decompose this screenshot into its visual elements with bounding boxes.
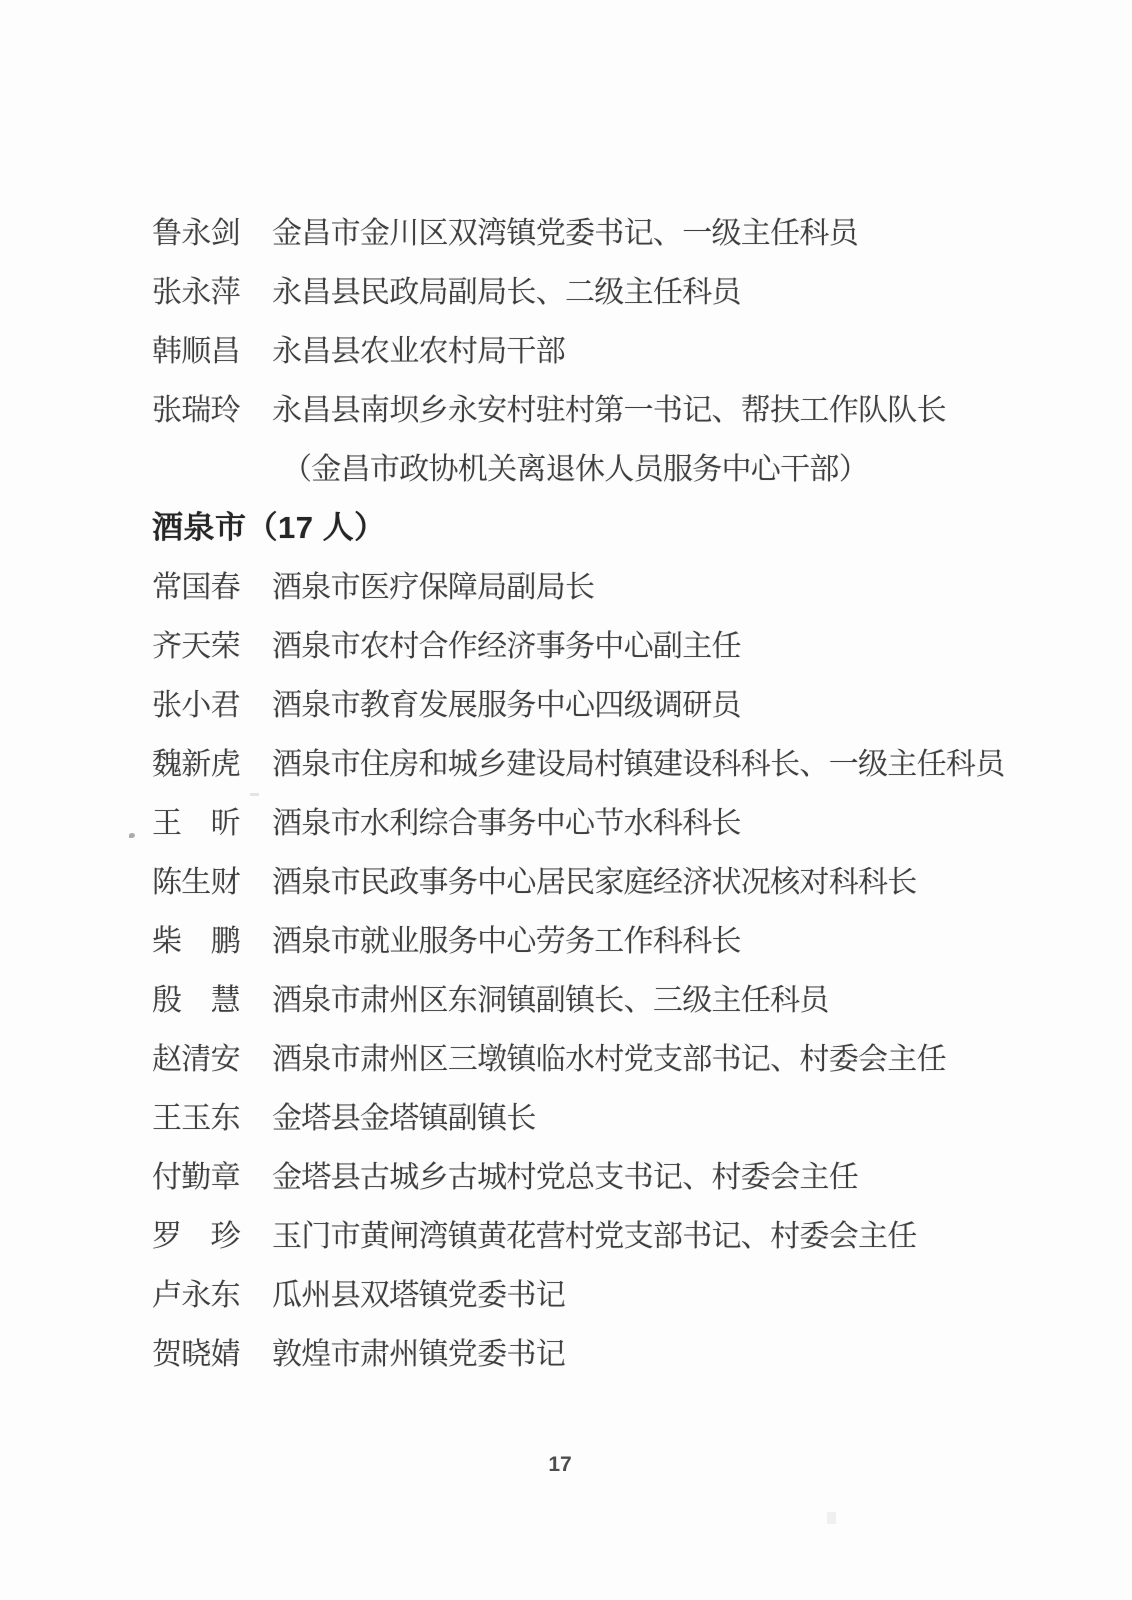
person-title: 酒泉市民政事务中心居民家庭经济状况核对科科长 (272, 865, 917, 899)
person-title: 永昌县南坝乡永安村驻村第一书记、帮扶工作队队长 (272, 393, 946, 427)
roster-entry (152, 1262, 1112, 1321)
person-title: 金塔县金塔镇副镇长 (272, 1101, 536, 1135)
person-name: 张瑞玲 (152, 393, 240, 427)
section-header-row (152, 495, 1112, 554)
roster-entry (152, 1321, 1112, 1380)
scan-artifact-dot (129, 833, 135, 838)
roster-entry (152, 1203, 1112, 1262)
person-name: 王玉东 (152, 1101, 240, 1135)
roster-entry (152, 672, 1112, 731)
person-title: 酒泉市医疗保障局副局长 (272, 570, 595, 604)
person-title: 酒泉市就业服务中心劳务工作科科长 (272, 924, 741, 958)
section-header: 酒泉市（17 人） (152, 510, 386, 545)
person-name: 韩顺昌 (152, 334, 240, 368)
person-name: 殷 慧 (152, 983, 240, 1017)
person-title: 瓜州县双塔镇党委书记 (272, 1278, 565, 1312)
person-title: 酒泉市水利综合事务中心节水科科长 (272, 806, 741, 840)
roster-entry (152, 1085, 1112, 1144)
person-name: 王 昕 (152, 806, 240, 840)
person-name: 齐天荣 (152, 629, 240, 663)
roster-entry (152, 790, 1112, 849)
roster-entry (152, 849, 1112, 908)
roster-entry (152, 200, 1112, 259)
roster-entry (152, 318, 1112, 377)
roster-entry (152, 967, 1112, 1026)
roster-entry (152, 1026, 1112, 1085)
roster-entry (152, 731, 1112, 790)
person-name: 赵清安 (152, 1042, 240, 1076)
person-name: 常国春 (152, 570, 240, 604)
person-name: 张永萍 (152, 275, 240, 309)
person-name: 陈生财 (152, 865, 240, 899)
person-title: 酒泉市肃州区东洞镇副镇长、三级主任科员 (272, 983, 829, 1017)
person-name: 柴 鹏 (152, 924, 240, 958)
person-title: 酒泉市肃州区三墩镇临水村党支部书记、村委会主任 (272, 1042, 946, 1076)
roster-entry-continuation (152, 436, 1112, 495)
roster-entry (152, 613, 1112, 672)
roster-entry (152, 554, 1112, 613)
roster-entry (152, 377, 1112, 436)
person-title: 金昌市金川区双湾镇党委书记、一级主任科员 (272, 216, 858, 250)
person-title-continuation: （金昌市政协机关离退休人员服务中心干部） (282, 452, 868, 486)
person-name: 贺晓婧 (152, 1337, 240, 1371)
roster-entry (152, 908, 1112, 967)
scan-artifact-dash (250, 793, 259, 796)
person-title: 玉门市黄闸湾镇黄花营村党支部书记、村委会主任 (272, 1219, 917, 1253)
person-name: 付勤章 (152, 1160, 240, 1194)
person-title: 永昌县农业农村局干部 (272, 334, 565, 368)
scan-artifact-smudge (827, 1512, 836, 1524)
person-title: 酒泉市教育发展服务中心四级调研员 (272, 688, 741, 722)
person-name: 卢永东 (152, 1278, 240, 1312)
person-title: 敦煌市肃州镇党委书记 (272, 1337, 565, 1371)
person-name: 张小君 (152, 688, 240, 722)
page-number: 17 (548, 1453, 572, 1476)
roster-entry (152, 1144, 1112, 1203)
person-title: 酒泉市住房和城乡建设局村镇建设科科长、一级主任科员 (272, 747, 1005, 781)
person-name: 鲁永剑 (152, 216, 240, 250)
roster-entry (152, 259, 1112, 318)
person-name: 魏新虎 (152, 747, 240, 781)
person-title: 酒泉市农村合作经济事务中心副主任 (272, 629, 741, 663)
person-name: 罗 珍 (152, 1219, 240, 1253)
person-title: 金塔县古城乡古城村党总支书记、村委会主任 (272, 1160, 858, 1194)
roster-list (152, 200, 1112, 1380)
person-title: 永昌县民政局副局长、二级主任科员 (272, 275, 741, 309)
